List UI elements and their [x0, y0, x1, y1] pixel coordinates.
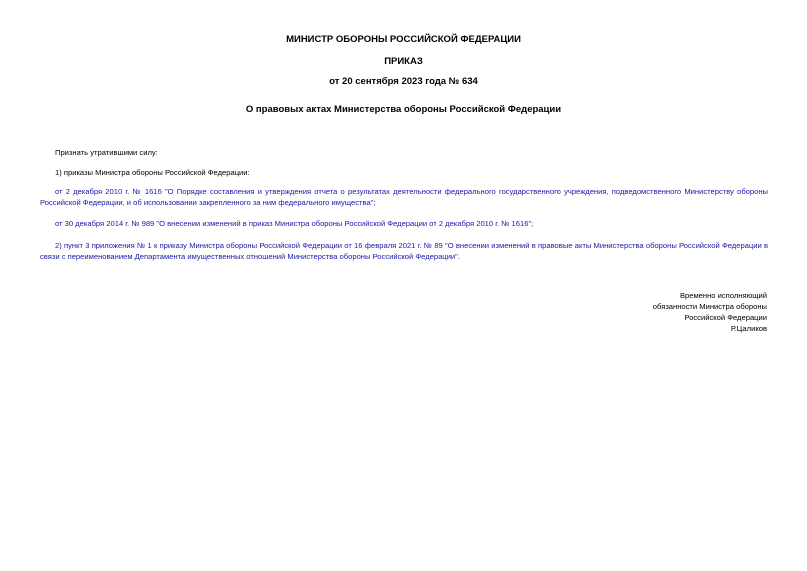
item-2-text[interactable]: 2) пункт 3 приложения № 1 к приказу Министра обороны Российской Федерации от 16 февраля 2021 г. № 89 [55, 241, 446, 250]
item-2-paragraph [40, 240, 768, 262]
link-order-1616[interactable]: от 2 декабря 2010 г. № 1616 "О Порядке составления и утверждения отчета о результатах деятельности федерального государственного учреждения, подведомственного Министерству обороны Российской Федерации, и об использовании закрепленного за ним федерального имущества"; [40, 187, 768, 207]
item-1-sub-a [40, 186, 768, 208]
signature-line-1: Временно исполняющий [679, 291, 767, 300]
issuing-authority: МИНИСТР ОБОРОНЫ РОССИЙСКОЙ ФЕДЕРАЦИИ [286, 34, 521, 45]
intro-paragraph: Признать утратившими силу: [55, 148, 158, 157]
link-order-989[interactable]: от 30 декабря 2014 г. № 989 "О внесении изменений в приказ Министра обороны Российской Федерации от 2 декабря 2010 г. № 1616"; [55, 219, 534, 228]
item-1-paragraph: 1) приказы Министра обороны Российской Федерации: [55, 168, 250, 177]
document-type: ПРИКАЗ [384, 56, 423, 67]
signature-block [653, 290, 767, 334]
item-2-end: . [457, 252, 460, 261]
signature-name: Р.Цаликов [730, 324, 767, 333]
document-date-number: от 20 сентября 2023 года № 634 [329, 76, 478, 87]
link-order-89[interactable]: "О внесении изменений в правовые акты Министерства обороны Российской Федерации в связи с переименованием Департамента имущественных отношений Министерства обороны Российской Федерации" [40, 241, 769, 261]
item-1-sub-b [40, 218, 768, 229]
signature-line-3: Российской Федерации [684, 313, 767, 322]
document-title: О правовых актах Министерства обороны Российской Федерации [245, 104, 562, 115]
signature-line-2: обязанности Министра обороны [652, 302, 767, 311]
